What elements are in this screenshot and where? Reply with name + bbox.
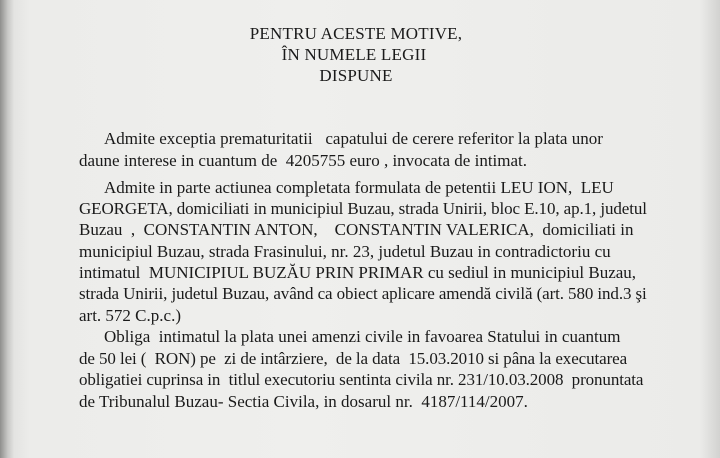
paragraph-2-line-1: Admite in parte actiunea completata formulata de petentii LEU ION, LEU [104, 178, 614, 197]
heading-line-1: PENTRU ACESTE MOTIVE, [249, 24, 463, 43]
heading-line-2: ÎN NUMELE LEGII [281, 45, 427, 64]
paragraph-2-line-4: municipiul Buzau, strada Frasinului, nr. 23, judetul Buzau in contradictoriu cu [79, 242, 611, 261]
heading-line-3: DISPUNE [319, 66, 393, 85]
paragraph-3-line-2: de 50 lei ( RON) pe zi de intârziere, de la data 15.03.2010 si pâna la executarea [79, 349, 628, 368]
paragraph-3-line-4: de Tribunalul Buzau- Sectia Civila, in dosarul nr. 4187/114/2007. [79, 392, 528, 411]
paragraph-1-line-1: Admite exceptia prematuritatii capatului de cerere referitor la plata unor [104, 129, 603, 148]
paragraph-3-line-1: Obliga intimatul la plata unei amenzi civile in favoarea Statului in cuantum [104, 327, 621, 346]
paragraph-2-line-3: Buzau , CONSTANTIN ANTON, CONSTANTIN VALERICA, domiciliati in [79, 220, 634, 239]
paragraph-2-line-6: strada Unirii, judetul Buzau, având ca obiect aplicare amendă civilă (art. 580 ind.3 şi [79, 284, 647, 303]
paragraph-2-line-2: GEORGETA, domiciliati in municipiul Buzau, strada Unirii, bloc E.10, ap.1, judetul [79, 199, 647, 218]
paragraph-2-line-5: intimatul MUNICIPIUL BUZĂU PRIN PRIMAR cu sediul in municipiul Buzau, [79, 263, 637, 282]
paragraph-3-line-3: obligatiei cuprinsa in titlul executoriu sentinta civila nr. 231/10.03.2008 pronuntata [79, 370, 644, 389]
paragraph-1-line-2: daune interese in cuantum de 4205755 euro , invocata de intimat. [79, 151, 528, 170]
paragraph-2-line-7: art. 572 C.p.c.) [79, 306, 181, 325]
